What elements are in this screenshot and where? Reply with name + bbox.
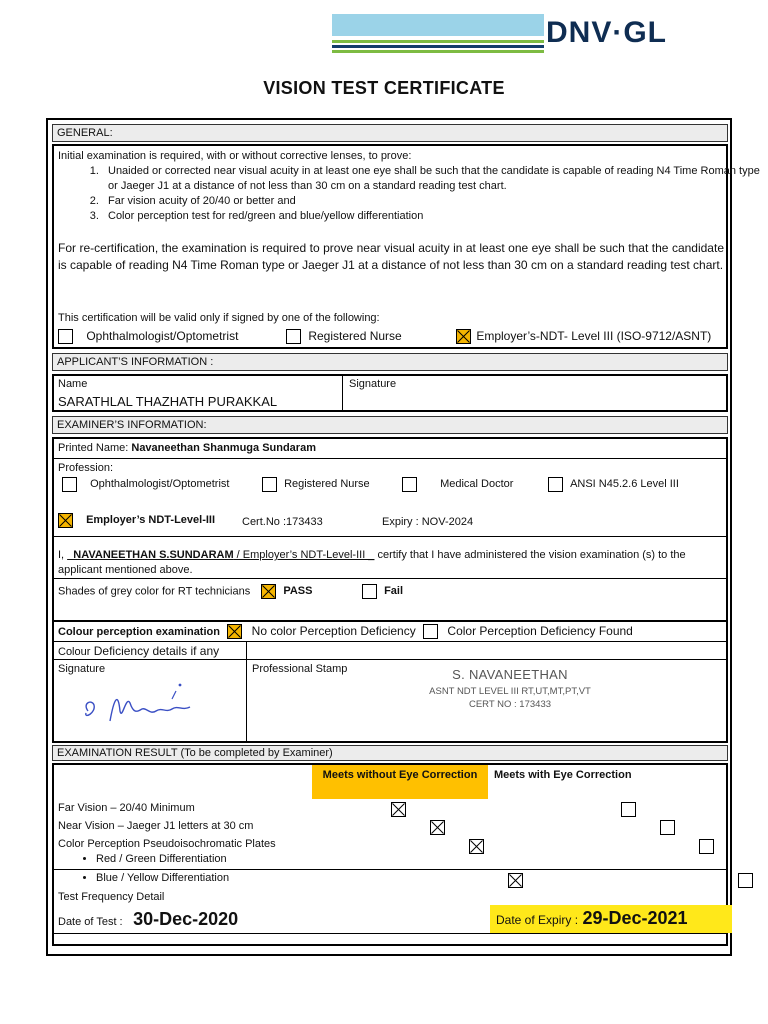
logo-wordmark: DNV·GL <box>546 16 667 49</box>
far-vision-with-checkbox[interactable] <box>621 802 636 817</box>
examiner-header: EXAMINER’S INFORMATION: <box>52 416 728 434</box>
professional-stamp <box>420 667 600 710</box>
logo-green-line <box>332 40 544 43</box>
no-deficiency-label: No color Perception Deficiency <box>251 624 416 638</box>
printed-name-value: Navaneethan Shanmuga Sundaram <box>131 442 316 454</box>
differentiation-list <box>96 853 227 865</box>
examiner-section <box>52 437 728 743</box>
general-intro: Initial examination is required, with or without corrective lenses, to prove: <box>58 150 412 162</box>
profession-label: Medical Doctor <box>440 478 514 491</box>
profession-doctor-checkbox[interactable] <box>402 477 417 492</box>
logo-stripes <box>332 14 544 54</box>
profession-ophthalmologist <box>62 477 229 492</box>
requirement-item: 1. Unaided or corrected near visual acuity in at least one eye shall be such that the candidate is capable of reading N4 Time Roman type or Jaeger J1 at a distance of not less than 30 cm on a standard reading test chart. <box>102 164 768 194</box>
requirement-item: 3. Color perception test for red/green and blue/yellow differentiation <box>102 209 768 224</box>
deficiency-found-checkbox[interactable] <box>423 624 438 639</box>
colour-perception-label: Colour perception examination <box>58 626 220 638</box>
grey-fail-label: Fail <box>384 585 404 598</box>
cert-suffix: certify that I have administered the vision examination (s) to the <box>374 549 686 561</box>
validity-text: This certification will be valid only if signed by one of the following: <box>58 312 380 324</box>
divider <box>54 458 726 459</box>
printed-name-row <box>58 442 316 454</box>
divider <box>246 659 247 741</box>
profession-nurse-checkbox[interactable] <box>262 477 277 492</box>
signer-label: Ophthalmologist/Optometrist <box>86 329 239 343</box>
date-of-test-value: 30-Dec-2020 <box>133 909 239 929</box>
logo-sky-bar <box>332 14 544 36</box>
blue-yellow-item: • Blue / Yellow Differentiation <box>96 872 229 884</box>
cert-expiry: Expiry : NOV-2024 <box>382 516 474 528</box>
examiner-signature-label: Signature <box>58 663 106 675</box>
divider <box>54 933 726 934</box>
requirement-item: 2. Far vision acuity of 20/40 or better and <box>102 194 768 209</box>
applicant-section <box>52 374 728 412</box>
result-row-label: Far Vision – 20/40 Minimum <box>58 802 195 814</box>
cert-number: Cert.No :173433 <box>242 516 323 528</box>
signer-ophthalmologist-checkbox[interactable] <box>58 329 73 344</box>
certification-line2: applicant mentioned above. <box>58 564 193 576</box>
result-row-label: Color Perception Pseudoisochromatic Plates <box>58 838 276 850</box>
no-deficiency-checkbox[interactable] <box>227 624 242 639</box>
col-with-header: Meets with Eye Correction <box>494 769 632 781</box>
profession-label: Profession: <box>58 462 114 474</box>
divider <box>54 641 726 642</box>
deficiency-details-label: Deficiency details if any <box>93 644 220 658</box>
general-header: GENERAL: <box>52 124 728 142</box>
divider <box>54 869 726 870</box>
signer-label: Employer’s-NDT- Level III (ISO-9712/ASNT) <box>476 329 712 343</box>
profession-label: Registered Nurse <box>284 478 370 491</box>
divider <box>54 659 726 660</box>
employer-level-row <box>58 513 215 528</box>
signer-ophthalmologist <box>58 329 238 344</box>
date-of-expiry-value: 29-Dec-2021 <box>582 908 688 928</box>
cert-examiner-name: _NAVANEETHAN S.SUNDARAM <box>67 549 234 561</box>
color-plates-with-checkbox[interactable] <box>699 839 714 854</box>
divider <box>54 578 726 579</box>
logo-navy-line <box>332 45 544 48</box>
red-green-item: • Red / Green Differentiation <box>96 853 227 865</box>
far-vision-without-checkbox[interactable] <box>391 802 406 817</box>
certificate-frame <box>46 118 760 956</box>
general-section <box>52 144 760 349</box>
dnv-gl-logo <box>332 14 672 54</box>
differentiation-list <box>96 872 229 884</box>
deficiency-found-label: Color Perception Deficiency Found <box>447 624 633 638</box>
signer-employer <box>456 329 711 344</box>
deficiency-details-prefix: Colour <box>58 646 91 658</box>
examiner-signature <box>80 681 230 731</box>
stamp-label: Professional Stamp <box>252 663 348 675</box>
applicant-name: SARATHLAL THAZHATH PURAKKAL <box>58 394 278 409</box>
certification-statement <box>58 549 724 561</box>
result-section <box>52 763 728 946</box>
applicant-name-label: Name <box>58 378 88 390</box>
employer-level-label: Employer’s NDT-Level-III <box>86 514 216 527</box>
profession-nurse <box>262 477 370 492</box>
logo-green-line-2 <box>332 50 544 53</box>
grey-shades-label: Shades of grey color for RT technicians <box>58 585 251 598</box>
printed-name-label: Printed Name: <box>58 442 129 454</box>
signer-nurse <box>286 329 402 344</box>
stamp-cert: CERT NO : 173433 <box>468 699 552 710</box>
applicant-signature-label: Signature <box>349 378 397 390</box>
applicant-header: APPLICANT’S INFORMATION : <box>52 353 728 371</box>
signer-label: Registered Nurse <box>308 329 402 343</box>
profession-label: ANSI N45.2.6 Level III <box>570 478 679 491</box>
cert-prefix: I, <box>58 549 65 561</box>
profession-label: Ophthalmologist/Optometrist <box>90 478 230 491</box>
grey-fail-checkbox[interactable] <box>362 584 377 599</box>
result-row-label: Near Vision – Jaeger J1 letters at 30 cm <box>58 820 254 832</box>
date-of-test-row <box>58 909 238 930</box>
profession-ophthalmologist-checkbox[interactable] <box>62 477 77 492</box>
profession-ansi <box>548 477 679 492</box>
profession-ansi-checkbox[interactable] <box>548 477 563 492</box>
deficiency-details-row <box>58 644 219 658</box>
stamp-name: S. NAVANEETHAN <box>452 667 568 682</box>
profession-doctor <box>402 477 513 492</box>
date-of-expiry-box <box>490 905 732 933</box>
color-plates-without-checkbox[interactable] <box>469 839 484 854</box>
grey-pass-label: PASS <box>283 585 313 598</box>
recertification-text: For re-certification, the examination is required to prove near visual acuity in at least one eye shall be such that the candidate is capable of reading N4 Time Roman type or Jaeger J1 at a distance of not less than 30 cm on a standard reading test chart. <box>58 241 724 272</box>
result-header: EXAMINATION RESULT (To be completed by Examiner) <box>52 745 728 761</box>
blue-yellow-without-checkbox[interactable] <box>508 873 523 888</box>
divider <box>342 376 343 410</box>
signer-nurse-checkbox[interactable] <box>286 329 301 344</box>
cert-role: / Employer’s NDT-Level-III _ <box>233 549 375 561</box>
signer-employer-checkbox[interactable] <box>456 329 471 344</box>
near-vision-with-checkbox[interactable] <box>660 820 675 835</box>
employer-level-checkbox[interactable] <box>58 513 73 528</box>
stamp-level: ASNT NDT LEVEL III RT,UT,MT,PT,VT <box>429 686 591 697</box>
grey-fail-row <box>362 584 403 599</box>
grey-shades-row <box>58 584 312 599</box>
signature-drawing <box>80 681 230 731</box>
grey-pass-checkbox[interactable] <box>261 584 276 599</box>
page-title: VISION TEST CERTIFICATE <box>263 78 505 98</box>
blue-yellow-with-checkbox[interactable] <box>738 873 753 888</box>
date-of-test-label: Date of Test : <box>58 916 123 928</box>
divider <box>54 536 726 537</box>
col-without-header: Meets without Eye Correction <box>312 765 488 799</box>
requirements-list <box>102 164 768 224</box>
test-frequency-label: Test Frequency Detail <box>58 891 165 903</box>
divider <box>54 620 726 622</box>
near-vision-without-checkbox[interactable] <box>430 820 445 835</box>
divider <box>246 641 247 659</box>
date-of-expiry-label: Date of Expiry : <box>496 913 579 927</box>
colour-perception-row <box>58 624 633 639</box>
